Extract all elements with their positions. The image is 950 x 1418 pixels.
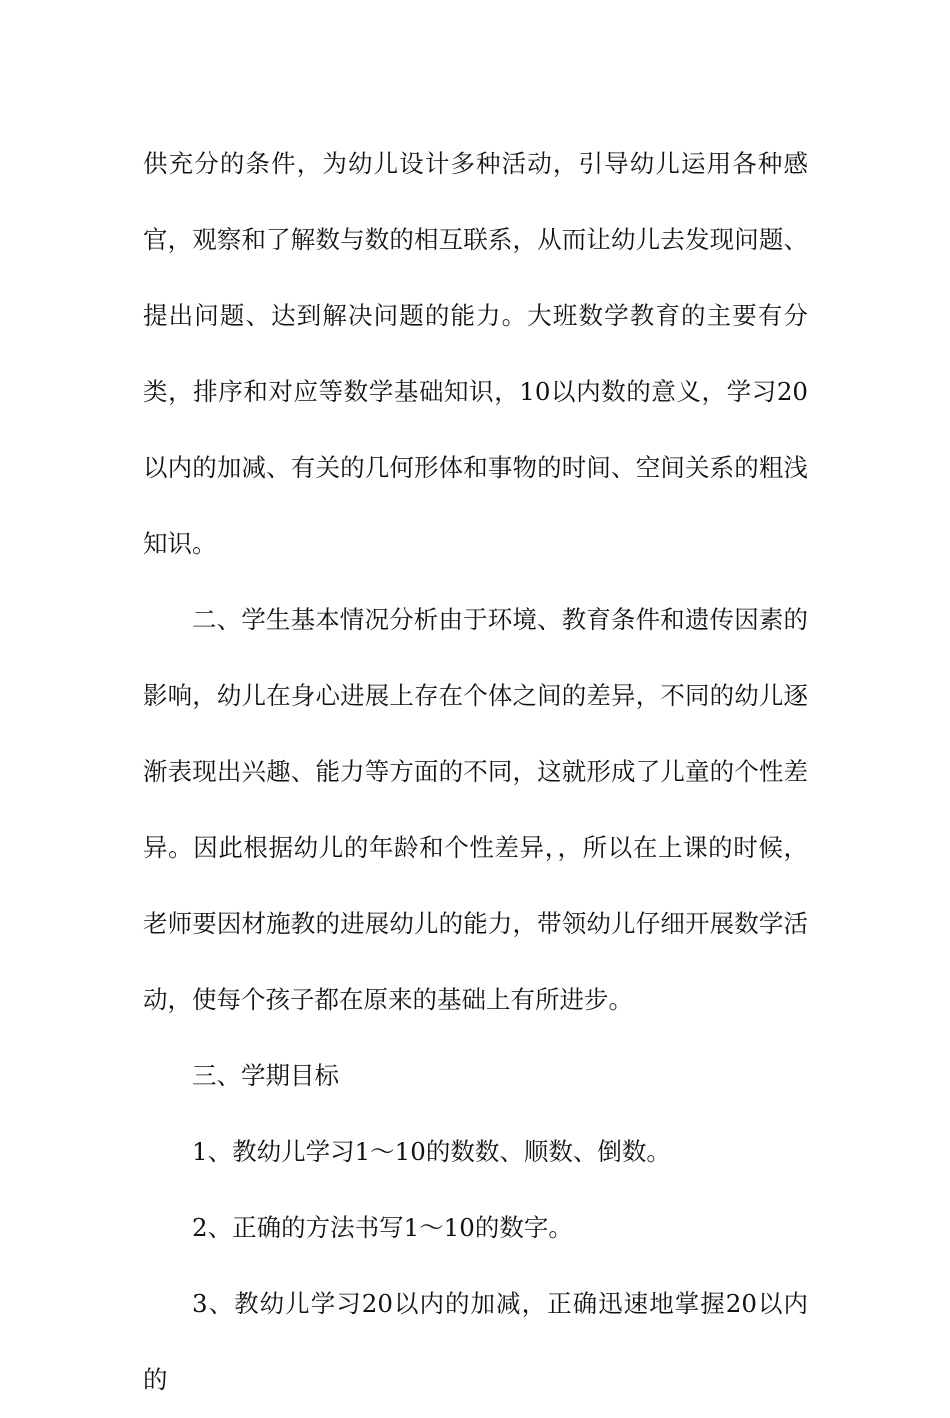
goal-item-3: 3、教幼儿学习20以内的加减，正确迅速地掌握20以内的 — [143, 1289, 808, 1394]
document-body — [143, 126, 808, 1418]
goal-item-1: 1、教幼儿学习1～10的数数、顺数、倒数。 — [192, 1137, 671, 1166]
section-heading-term-goals: 三、学期目标 — [192, 1061, 339, 1090]
goal-item-2: 2、正确的方法书写1～10的数字。 — [192, 1213, 573, 1242]
paragraph-continuation: 供充分的条件，为幼儿设计多种活动，引导幼儿运用各种感官，观察和了解数与数的相互联系，从而让幼儿去发现问题、提出问题、达到解决问题的能力。大班数学教育的主要有分类，排序和对应等数学基础知识，10以内数的意义，学习20以内的加减、有关的几何形体和事物的时间、空间关系的粗浅知识。 — [143, 149, 808, 558]
paragraph-section-two: 二、学生基本情况分析由于环境、教育条件和遗传因素的影响，幼儿在身心进展上存在个体之间的差异，不同的幼儿逐渐表现出兴趣、能力等方面的不同，这就形成了儿童的个性差异。因此根据幼儿的年龄和个性差异，，所以在上课的时候，老师要因材施教的进展幼儿的能力，带领幼儿仔细开展数学活动，使每个孩子都在原来的基础上有所进步。 — [143, 605, 808, 1014]
